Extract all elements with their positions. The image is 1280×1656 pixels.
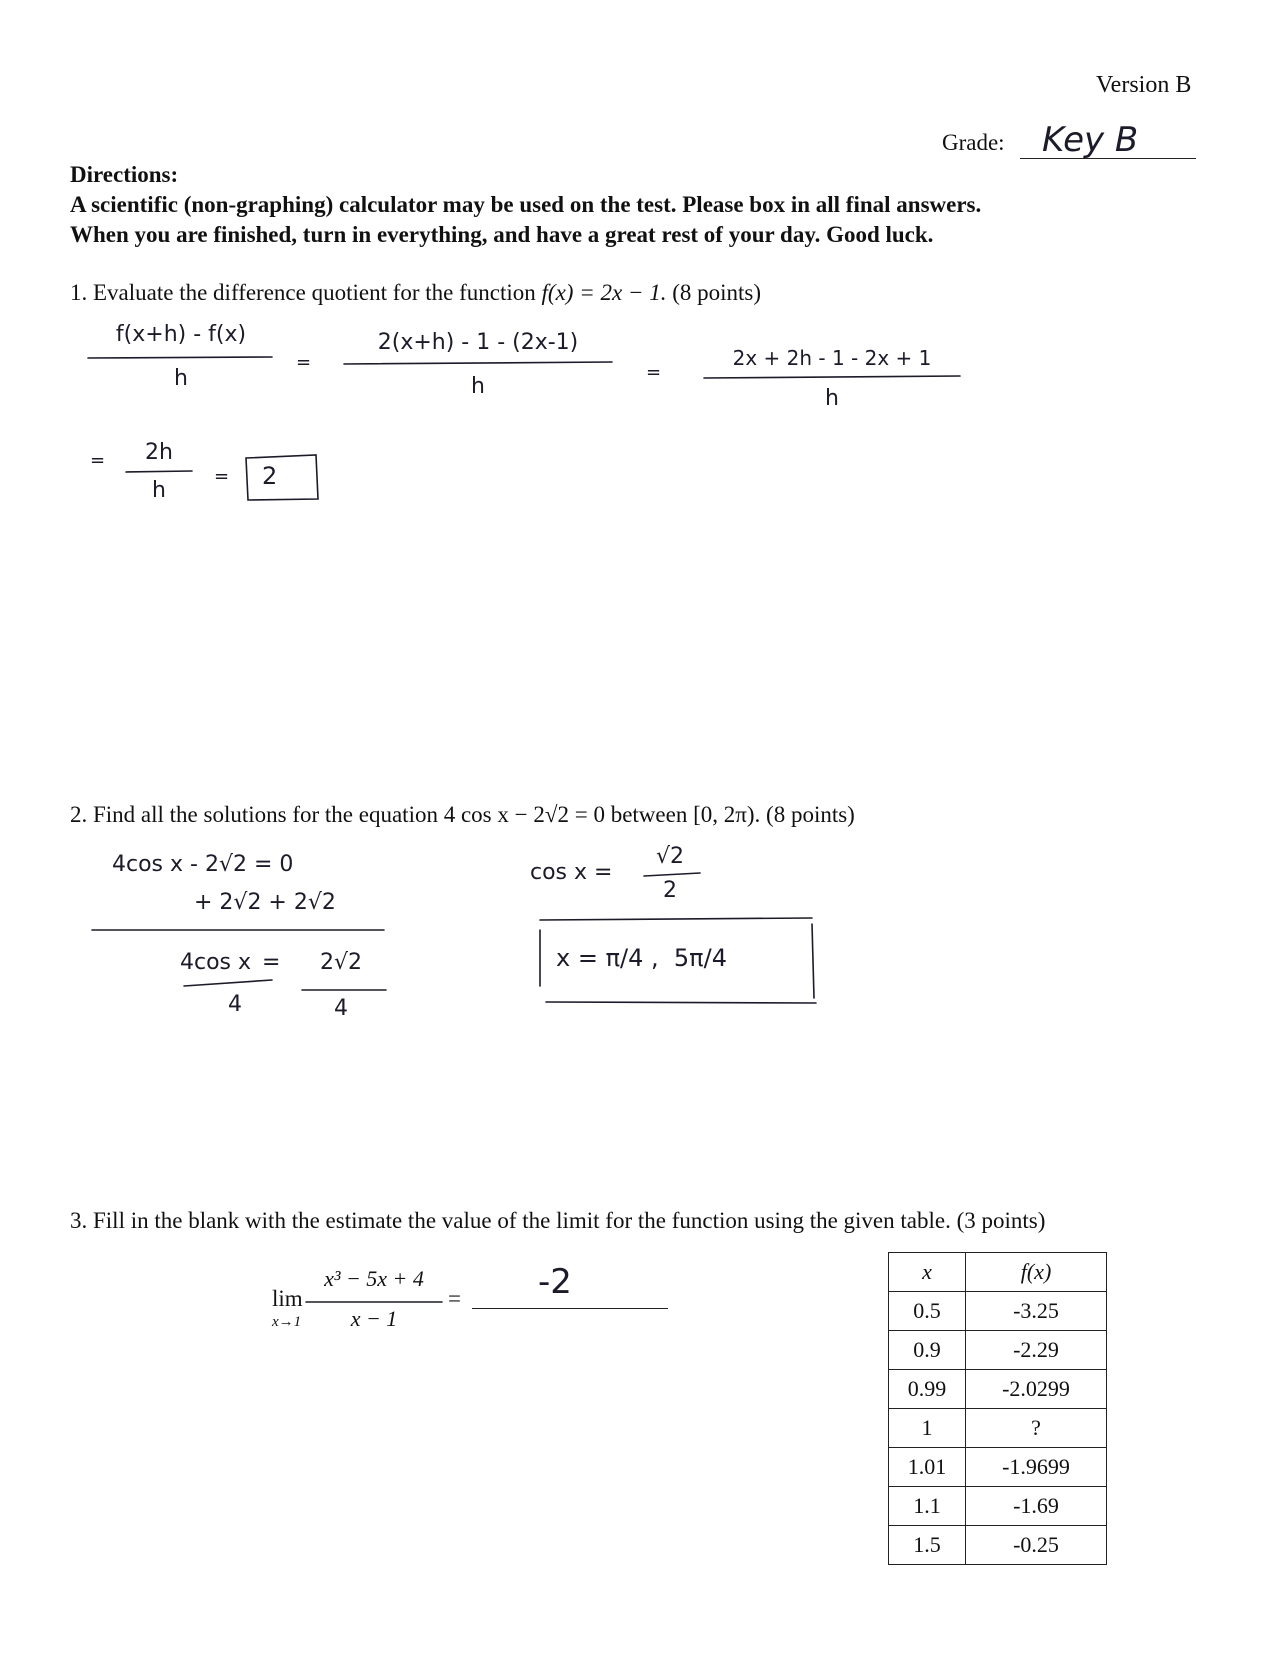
q2-work-line-4-left: 4 <box>228 992 242 1017</box>
table-cell-x: 0.9 <box>889 1331 966 1370</box>
q1-num1: f(x+h) - f(x) <box>115 322 247 347</box>
table-cell-x: 1.1 <box>889 1487 966 1526</box>
q1-eq4: = <box>214 466 230 487</box>
q2-work-line-4-right: 4 <box>334 996 348 1021</box>
q2-work-line-2: + 2√2 + 2√2 <box>194 890 336 915</box>
table-cell-fx: -3.25 <box>966 1292 1107 1331</box>
q2-work-line-3-eq: = <box>262 950 281 975</box>
table-cell-x: 0.99 <box>889 1370 966 1409</box>
q1-eq1: = <box>296 352 312 373</box>
q3-prompt: 3. Fill in the blank with the estimate the value of the limit for the function using the given table. (3 points) <box>70 1208 1046 1233</box>
q2-work-line-3-left: 4cos x <box>180 950 252 975</box>
version-label: Version B <box>1096 72 1192 98</box>
q1-den2: h <box>471 374 485 399</box>
grade-label: Grade: <box>942 130 1005 155</box>
q1-num4: 2h <box>145 440 173 465</box>
q2-answer-box-top <box>540 918 812 920</box>
q1-points: (8 points) <box>666 280 762 305</box>
q1-fraction-bar-2 <box>344 362 612 364</box>
table-cell-fx: -1.9699 <box>966 1448 1107 1487</box>
q1-den1: h <box>174 366 188 391</box>
q1-answer: 2 <box>262 462 278 490</box>
q2-cos-num: √2 <box>655 844 684 869</box>
q2-cos-den: 2 <box>663 878 677 903</box>
table-cell-fx: -1.69 <box>966 1487 1107 1526</box>
table-cell-fx: ? <box>966 1409 1107 1448</box>
q1-num3: 2x + 2h - 1 - 2x + 1 <box>732 346 932 370</box>
q2-prompt-text: 2. Find all the solutions for the equation <box>70 802 444 827</box>
q1-eq3: = <box>90 450 106 471</box>
q3-limit-lim: lim <box>272 1286 303 1311</box>
q1-answer-box <box>246 455 318 500</box>
table-cell-fx: -2.0299 <box>966 1370 1107 1409</box>
q2-interval: [0, 2π). <box>693 802 761 827</box>
q2-cos-bar <box>644 873 700 876</box>
q1-prompt-text: 1. Evaluate the difference quotient for the function <box>70 280 542 305</box>
q2-answer-box-right <box>812 924 814 998</box>
q3-limit-den: x − 1 <box>350 1306 398 1331</box>
q3-limit-num: x³ − 5x + 4 <box>324 1266 424 1291</box>
grade-value: Key B <box>1042 120 1139 160</box>
table-header-fx: f(x) <box>966 1253 1107 1292</box>
q2-cos-left: cos x = <box>530 860 613 885</box>
q1-num2: 2(x+h) - 1 - (2x-1) <box>377 330 579 355</box>
q1-den4: h <box>152 478 166 503</box>
q2-equation: 4 cos x − 2√2 = 0 <box>443 802 605 827</box>
q2-work-line-3-right: 2√2 <box>319 950 362 975</box>
directions-line-2: When you are finished, turn in everything, and have a great rest of your day. Good luck. <box>70 222 934 247</box>
q3-limit-sub: x→1 <box>272 1314 302 1330</box>
q1-fraction-bar-4 <box>126 471 192 472</box>
table-cell-x: 1 <box>889 1409 966 1448</box>
table-cell-x: 0.5 <box>889 1292 966 1331</box>
q1-fraction-bar-3 <box>704 376 960 378</box>
q2-work-line-1: 4cos x - 2√2 = 0 <box>112 852 294 877</box>
table-cell-fx: -2.29 <box>966 1331 1107 1370</box>
directions-title: Directions: <box>70 162 179 187</box>
table-header-x: x <box>889 1253 966 1292</box>
q2-prompt-mid: between <box>604 802 694 827</box>
q1-eq2: = <box>646 362 662 383</box>
table-cell-x: 1.5 <box>889 1526 966 1565</box>
q3-answer: -2 <box>538 1262 572 1302</box>
table-cell-fx: -0.25 <box>966 1526 1107 1565</box>
q2-points: (8 points) <box>760 802 855 827</box>
table-cell-x: 1.01 <box>889 1448 966 1487</box>
q2-answer-box-bottom <box>546 1002 816 1003</box>
q2-answer: x = π/4 , 5π/4 <box>556 944 727 972</box>
q2-cancel-stroke <box>184 980 272 986</box>
q1-fraction-bar-1 <box>88 357 272 358</box>
q1-function: f(x) = 2x − 1. <box>541 280 667 305</box>
directions-line-1: A scientific (non-graphing) calculator may be used on the test. Please box in all final answers. <box>70 192 982 217</box>
q3-limit-eq: = <box>448 1286 461 1311</box>
q1-den3: h <box>825 386 839 411</box>
